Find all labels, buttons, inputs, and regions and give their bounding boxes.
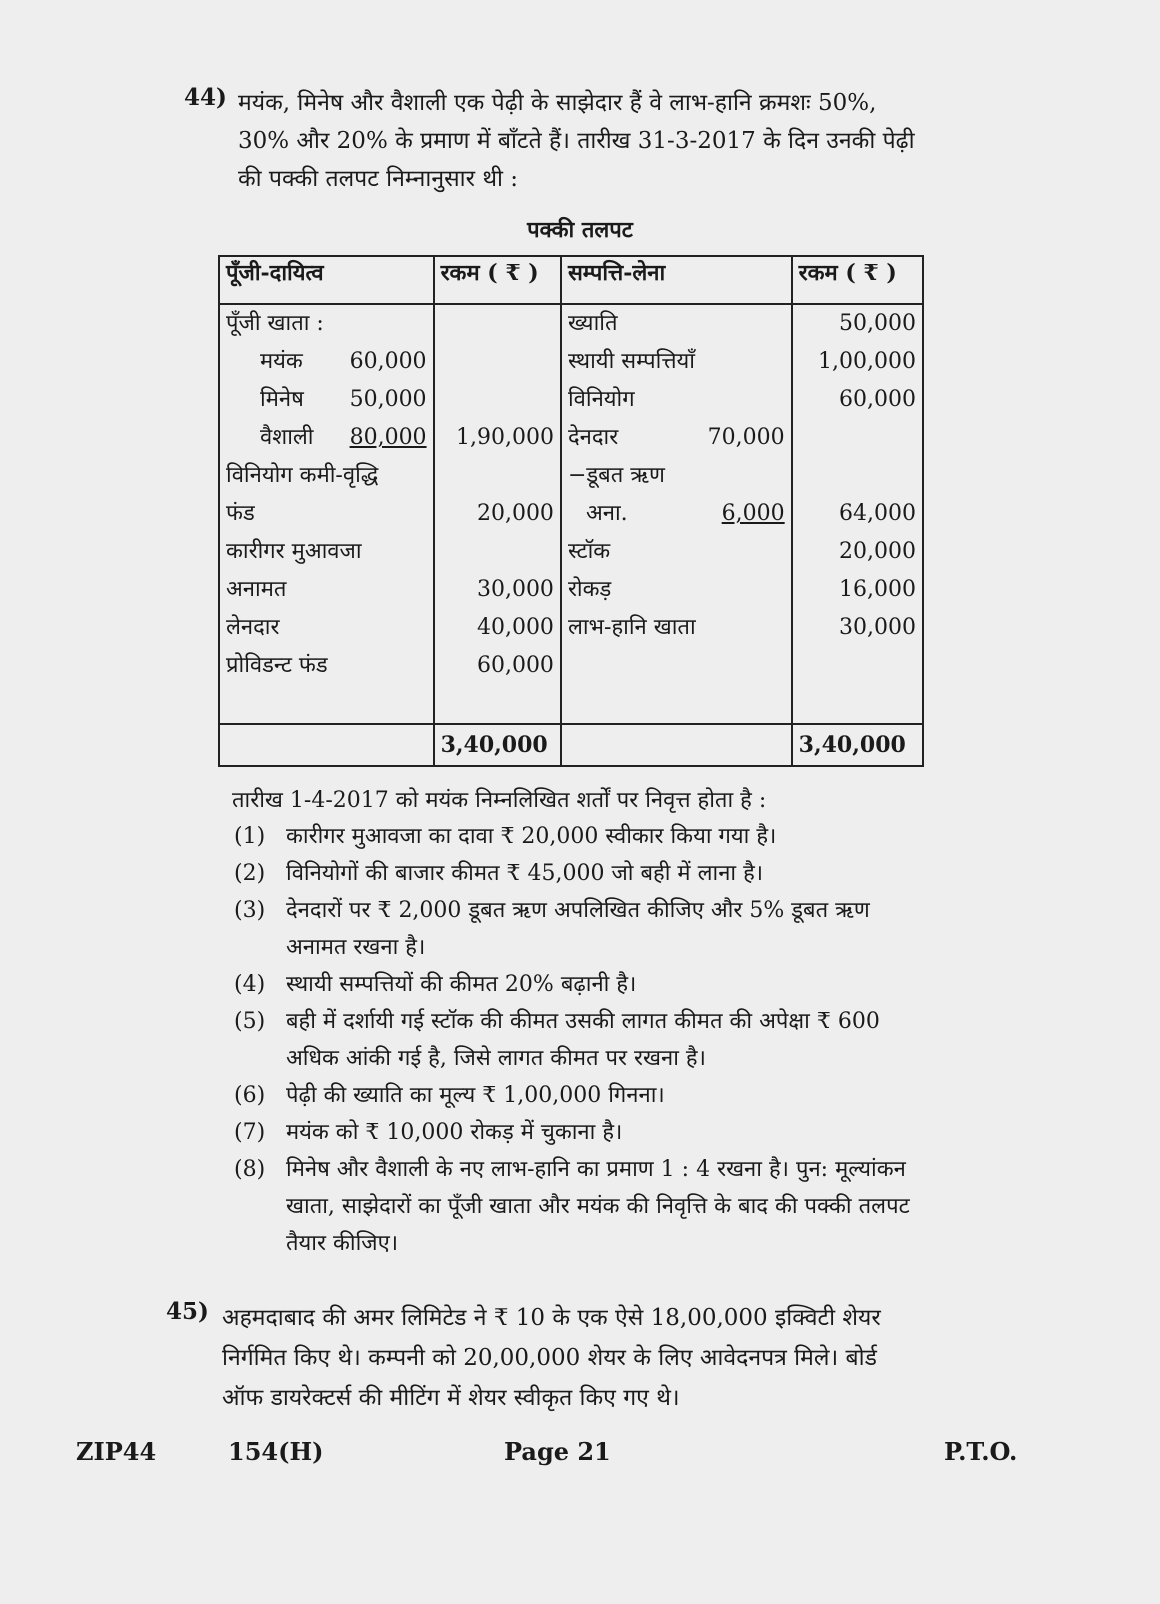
partner-name: मयंक <box>260 349 303 374</box>
fixed-assets-amount: 1,00,000 <box>818 349 916 374</box>
condition-number: (2) <box>234 861 266 886</box>
balance-sheet-table <box>218 255 924 767</box>
creditors-label: लेनदार <box>226 615 280 640</box>
capital-total: 1,90,000 <box>455 425 554 450</box>
footer-code: ZIP44 <box>76 1437 157 1466</box>
workmen-compensation-label: कारीगर मुआवजा <box>226 539 362 564</box>
liabilities-amount-column <box>434 304 561 724</box>
footer-pto: P.T.O. <box>944 1437 1018 1466</box>
assets-amount-column <box>792 304 923 724</box>
condition-text: देनदारों पर ₹ 2,000 डूबत ऋण अपलिखित कीजिए और 5% डूबत ऋण अनामत रखना है। <box>286 898 870 960</box>
header-assets: सम्पत्ति-लेना <box>561 256 792 304</box>
condition-number: (1) <box>234 824 266 849</box>
condition-item <box>234 1151 914 1262</box>
investments-amount: 60,000 <box>839 387 916 412</box>
stock-label: स्टॉक <box>567 539 611 564</box>
condition-number: (5) <box>234 1009 266 1034</box>
liabilities-column <box>219 304 434 724</box>
debtors-gross: 70,000 <box>707 425 785 450</box>
provident-fund-amount: 60,000 <box>476 653 554 678</box>
question-44-number: 44) <box>184 84 227 111</box>
condition-number: (3) <box>234 898 266 923</box>
condition-number: (8) <box>234 1157 266 1182</box>
stock-amount: 20,000 <box>839 539 916 564</box>
condition-item <box>234 855 914 892</box>
cash-label: रोकड़ <box>567 577 612 602</box>
partner-name: वैशाली <box>260 425 314 450</box>
condition-text: कारीगर मुआवजा का दावा ₹ 20,000 स्वीकार किया गया है। <box>286 824 777 849</box>
assets-column <box>561 304 792 724</box>
reserve-amount: 30,000 <box>476 577 554 602</box>
condition-number: (4) <box>234 972 266 997</box>
pl-account-label: लाभ-हानि खाता <box>567 615 696 640</box>
reserve-label: अनामत <box>226 577 287 602</box>
assets-total: 3,40,000 <box>792 724 923 766</box>
condition-number: (6) <box>234 1083 266 1108</box>
investment-fund-amount: 20,000 <box>476 501 554 526</box>
capital-head: पूँजी खाता : <box>226 311 324 336</box>
partner-capital: 80,000 <box>349 425 427 450</box>
conditions-list <box>234 818 914 1262</box>
footer-paper: 154(H) <box>228 1437 324 1466</box>
question-45 <box>222 1298 912 1418</box>
pl-amount: 30,000 <box>839 615 916 640</box>
condition-number: (7) <box>234 1120 266 1145</box>
partner-name: मिनेष <box>260 387 304 412</box>
condition-text: विनियोगों की बाजार कीमत ₹ 45,000 जो बही में लाना है। <box>286 861 764 886</box>
condition-item <box>234 1003 914 1077</box>
footer-page: Page 21 <box>504 1437 611 1466</box>
condition-item <box>234 1114 914 1151</box>
cash-amount: 16,000 <box>839 577 916 602</box>
bad-debt-amount: 6,000 <box>721 501 785 526</box>
condition-item <box>234 966 914 1003</box>
conditions-intro: तारीख 1-4-2017 को मयंक निम्नलिखित शर्तों पर निवृत्त होता है : <box>232 788 767 813</box>
investments-label: विनियोग <box>567 387 635 412</box>
condition-text: बही में दर्शायी गई स्टॉक की कीमत उसकी लागत कीमत की अपेक्षा ₹ 600 अधिक आंकी गई है, जिसे लागत कीमत पर रखना है। <box>286 1009 880 1071</box>
bad-debt-label: −डूबत ऋण <box>567 463 665 488</box>
bad-debt-label-2: अना. <box>585 501 628 526</box>
condition-text: स्थायी सम्पत्तियों की कीमत 20% बढ़ानी है। <box>286 972 637 997</box>
goodwill-amount: 50,000 <box>839 311 916 336</box>
condition-item <box>234 892 914 966</box>
question-45-number: 45) <box>166 1298 209 1325</box>
partner-capital: 50,000 <box>349 387 427 412</box>
balance-sheet-title: पक्की तलपट <box>527 217 633 243</box>
question-44 <box>238 84 918 198</box>
creditors-amount: 40,000 <box>476 615 554 640</box>
header-amount-liabilities: रकम ( ₹ ) <box>434 256 561 304</box>
partner-capital: 60,000 <box>349 349 427 374</box>
question-45-text: अहमदाबाद की अमर लिमिटेड ने ₹ 10 के एक ऐसे 18,00,000 इक्विटी शेयर निर्गमित किए थे। कम्पनी को 20,00,000 शेयर के लिए आवेदनपत्र मिले। बोर्ड ऑफ डायरेक्टर्स की मीटिंग में शेयर स्वीकृत किए गए थे। <box>222 1305 881 1411</box>
debtors-net: 64,000 <box>839 501 916 526</box>
condition-item <box>234 1077 914 1114</box>
question-44-text: मयंक, मिनेष और वैशाली एक पेढ़ी के साझेदार हैं वे लाभ-हानि क्रमशः 50%, 30% और 20% के प्रमाण में बाँटते हैं। तारीख 31-3-2017 के दिन उनकी पेढ़ी की पक्की तलपट निम्नानुसार थी : <box>238 90 915 192</box>
condition-item <box>234 818 914 855</box>
investment-fluctuation-fund-label: विनियोग कमी-वृद्धि <box>226 463 379 488</box>
header-liabilities: पूँजी-दायित्व <box>219 256 434 304</box>
condition-text: पेढ़ी की ख्याति का मूल्य ₹ 1,00,000 गिनना। <box>286 1083 665 1108</box>
liabilities-total: 3,40,000 <box>434 724 561 766</box>
goodwill-label: ख्याति <box>567 311 618 336</box>
condition-text: मयंक को ₹ 10,000 रोकड़ में चुकाना है। <box>286 1120 623 1145</box>
provident-fund-label: प्रोविडन्ट फंड <box>226 653 328 678</box>
condition-text: मिनेष और वैशाली के नए लाभ-हानि का प्रमाण 1 : 4 रखना है। पुन: मूल्यांकन खाता, साझेदारों का पूँजी खाता और मयंक की निवृत्ति के बाद की पक्की तलपट तैयार कीजिए। <box>286 1157 910 1256</box>
fixed-assets-label: स्थायी सम्पत्तियाँ <box>567 349 696 374</box>
header-amount-assets: रकम ( ₹ ) <box>792 256 923 304</box>
debtors-label: देनदार <box>567 425 619 450</box>
investment-fluctuation-fund-label-2: फंड <box>226 501 255 526</box>
